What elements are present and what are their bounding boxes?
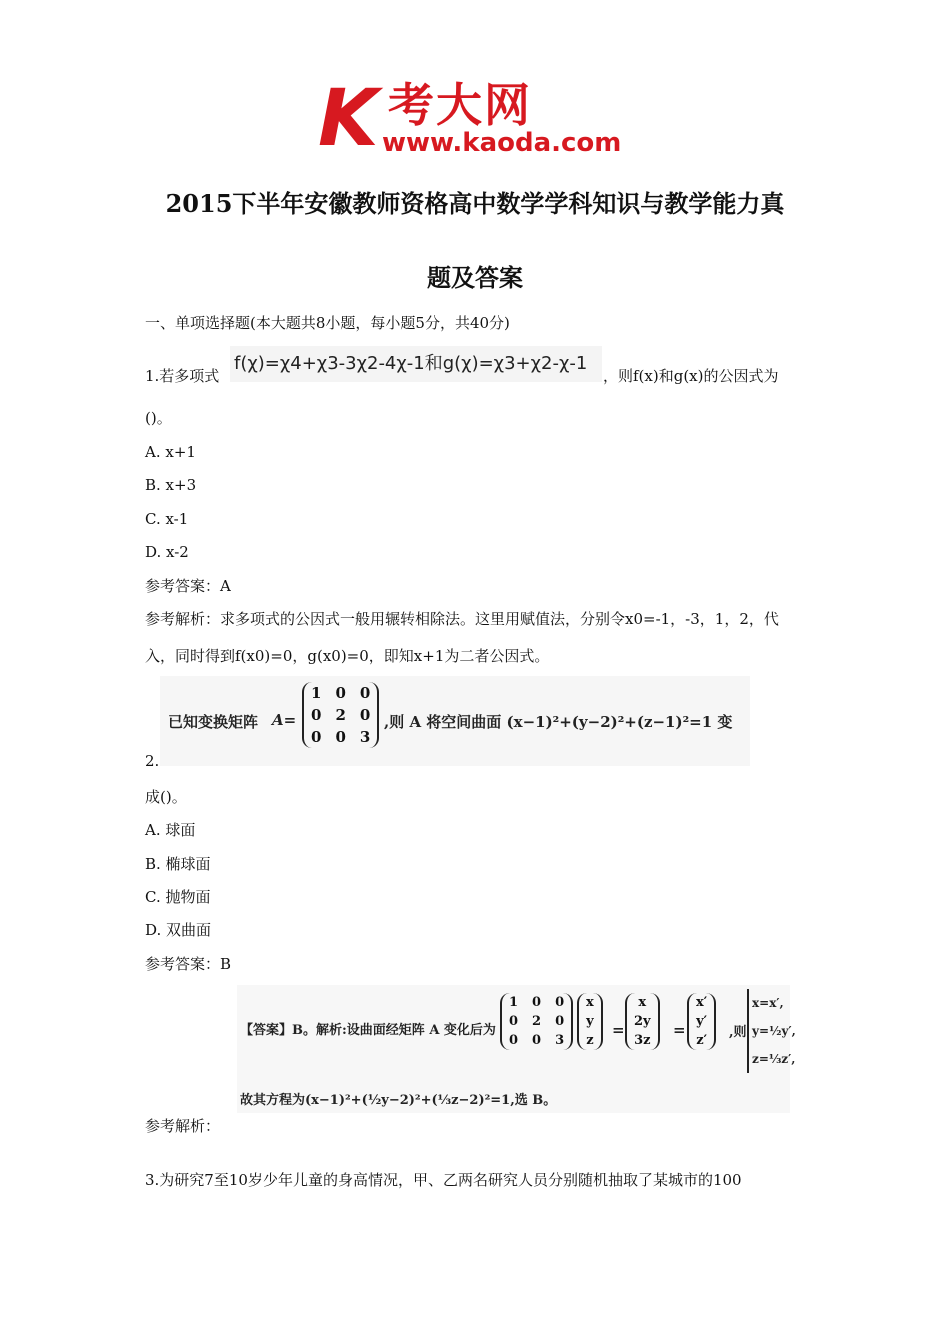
q1-option-c: C. x-1 <box>145 510 189 528</box>
q2-sol-sys-x: x=x′, <box>752 996 784 1010</box>
q1-answer: 参考答案：A <box>145 577 231 595</box>
matrix-cell: 3 <box>555 1033 565 1048</box>
matrix-cell: 0 <box>335 728 346 746</box>
q1-prefix: 1.若多项式 <box>145 367 220 385</box>
vector-cell: z <box>586 1033 594 1048</box>
q2-option-c: C. 抛物面 <box>145 888 211 906</box>
q1-suffix: ，则f(x)和g(x)的公因式为 <box>603 367 779 385</box>
q2-sol-vector-2 <box>625 993 660 1050</box>
matrix-cell: 0 <box>359 706 371 724</box>
vector-cell: x <box>586 995 594 1010</box>
q1-analysis-line-2: 入，同时得到f(x0)=0，g(x0)=0，即知x+1为二者公因式。 <box>145 647 550 665</box>
q2-question-image <box>160 676 750 766</box>
logo-k-mark: K <box>318 74 379 164</box>
vector-cell: x <box>638 995 647 1010</box>
q2-sol-vector-1 <box>577 993 603 1050</box>
q2-sol-vector-3 <box>687 993 716 1050</box>
q2-option-a: A. 球面 <box>145 821 196 839</box>
q2-continuation: 成()。 <box>145 788 187 806</box>
q2-answer: 参考答案：B <box>145 955 232 973</box>
vector-cell: 3z <box>634 1033 651 1048</box>
matrix-cell: 3 <box>359 728 371 746</box>
q2-sol-system <box>747 989 796 1073</box>
matrix-cell: 2 <box>335 706 346 724</box>
vector-cell: z′ <box>696 1033 707 1048</box>
matrix-cell: 0 <box>509 1014 519 1029</box>
q2-analysis: 参考解析： <box>145 1117 221 1135</box>
q1-continuation: ()。 <box>145 409 172 427</box>
matrix-cell: 0 <box>555 1014 565 1029</box>
vector-cell: 2y <box>634 1014 651 1029</box>
q2-img-suffix: ,则 A 将空间曲面 (x−1)²+(y−2)²+(z−1)²=1 变 <box>384 713 733 731</box>
q1-option-a: A. x+1 <box>145 443 196 461</box>
matrix-cell: 0 <box>532 1033 542 1048</box>
q1-option-b: B. x+3 <box>145 476 197 494</box>
matrix-cell: 0 <box>335 684 346 702</box>
matrix-cell: 0 <box>311 706 322 724</box>
matrix-cell: 0 <box>509 1033 519 1048</box>
q1-option-d: D. x-2 <box>145 543 189 561</box>
matrix-cell: 2 <box>532 1014 542 1029</box>
q2-number: 2. <box>145 752 160 770</box>
q2-sol-matrix <box>500 993 573 1050</box>
logo-url: www.kaoda.com <box>382 128 622 158</box>
vector-cell: y′ <box>696 1014 708 1029</box>
q1-formula-image: f(χ)=χ4+χ3-3χ2-4χ-1和g(χ)=χ3+χ2-χ-1 <box>230 346 602 382</box>
q3-text: 3.为研究7至10岁少年儿童的身高情况，甲、乙两名研究人员分别随机抽取了某城市的100 <box>145 1171 742 1189</box>
matrix-cell: 1 <box>509 995 519 1010</box>
q2-sol-final: 故其方程为(x−1)²+(½y−2)²+(⅓z−2)²=1,选 B。 <box>240 1093 557 1108</box>
q1-analysis-line-1: 参考解析：求多项式的公因式一般用辗转相除法。这里用赋值法，分别令x0=-1，-3，1，2，代 <box>145 610 779 628</box>
vector-cell: y <box>586 1014 594 1029</box>
q2-matrix <box>302 682 379 748</box>
doc-title-line-2: 题及答案 <box>427 263 523 292</box>
q2-sol-sys-z: z=⅓z′, <box>752 1052 796 1066</box>
q2-sol-then: ,则 <box>729 1025 747 1040</box>
q2-sol-sys-y: y=½y′, <box>752 1024 796 1038</box>
q2-sol-equals: = <box>612 1021 625 1039</box>
q2-sol-prefix: 【答案】B。解析:设曲面经矩阵 A 变化后为 <box>240 1023 496 1038</box>
q2-option-d: D. 双曲面 <box>145 921 212 939</box>
matrix-cell: 0 <box>555 995 565 1010</box>
logo-chinese-name: 考大网 <box>388 78 532 132</box>
doc-title-line-1: 2015下半年安徽教师资格高中数学学科知识与教学能力真 <box>165 189 785 218</box>
section-heading: 一、单项选择题(本大题共8小题，每小题5分，共40分) <box>145 314 510 332</box>
q2-img-matrix-label: A= <box>272 711 297 729</box>
matrix-cell: 0 <box>532 995 542 1010</box>
q2-option-b: B. 椭球面 <box>145 855 211 873</box>
q2-sol-equals: = <box>673 1021 686 1039</box>
q2-solution-image <box>237 985 796 1113</box>
matrix-cell: 0 <box>311 728 322 746</box>
matrix-cell: 1 <box>311 684 322 702</box>
q2-img-prefix: 已知变换矩阵 <box>168 713 259 731</box>
vector-cell: x′ <box>696 995 708 1010</box>
matrix-cell: 0 <box>359 684 371 702</box>
